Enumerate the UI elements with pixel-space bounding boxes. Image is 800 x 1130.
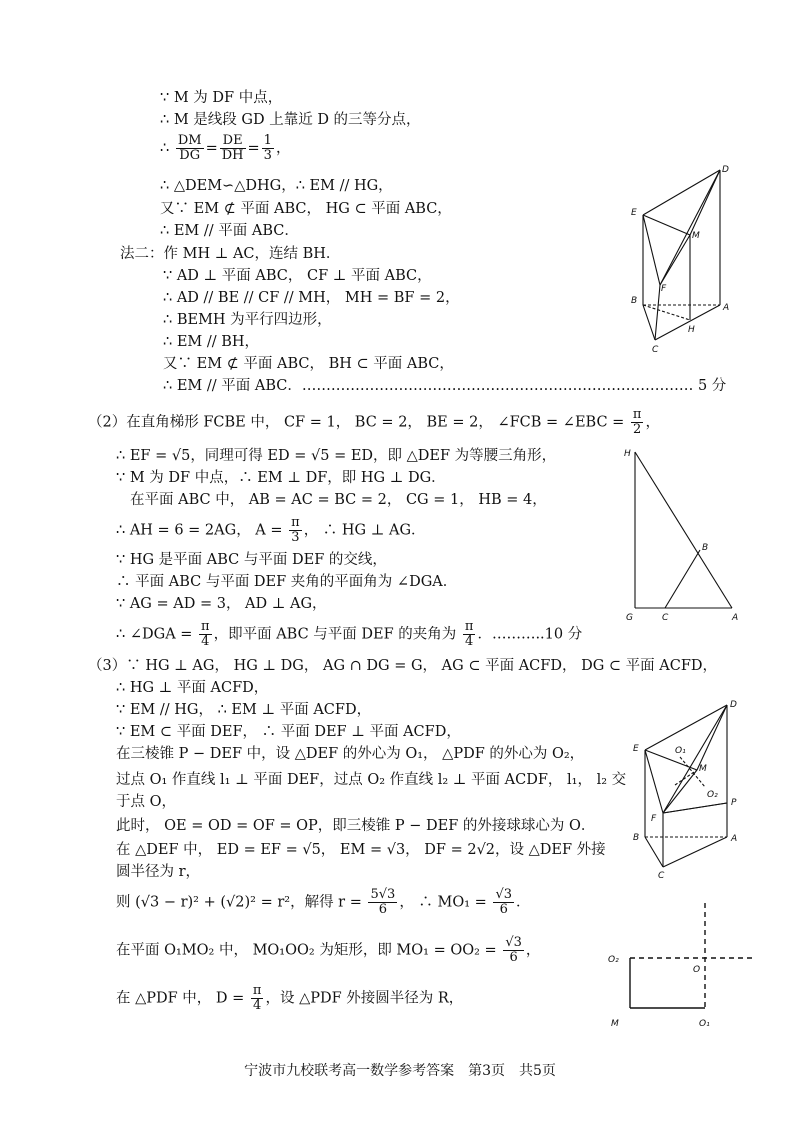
text-line: ∵ EM // HG， ∴ EM ⊥ 平面 ACFD，	[116, 702, 372, 718]
text-line: ∴ EM // BH，	[163, 334, 260, 350]
prism-figure-1	[625, 160, 745, 355]
label-h: H	[688, 325, 695, 335]
text-line: ∴ M 是线段 GD 上靠近 D 的三等分点，	[160, 112, 421, 128]
text-line: ∴ HG ⊥ 平面 ACFD，	[116, 680, 269, 696]
fraction-oo2: $\frac{√3}{6}$	[505, 935, 522, 965]
fraction-pi-over-4: $\frac{\pi}{4}$	[201, 619, 210, 649]
label-o1: O₁	[699, 1019, 710, 1029]
text-line: ∵ EM ⊂ 平面 DEF， ∴ 平面 DEF ⊥ 平面 ACFD，	[116, 724, 461, 740]
text-line: ∴ BEMH 为平行四边形，	[163, 312, 332, 328]
text-line: ∴ EF = √5，同理可得 ED = √5 = ED，即 △DEF 为等腰三角形，	[116, 448, 557, 464]
label-p: P	[731, 798, 737, 808]
text-line: ∵ M 为 DF 中点，	[160, 90, 283, 106]
label-b: B	[631, 296, 638, 306]
label-c: C	[658, 871, 665, 880]
part3-heading: （3）∵ HG ⊥ AG， HG ⊥ DG， AG ∩ DG = G， AG ⊂ 平面 ACFD， DG ⊂ 平面 ACFD，	[88, 658, 718, 674]
label-e: E	[633, 744, 639, 754]
label-a: A	[723, 303, 730, 313]
label-m: M	[611, 1019, 619, 1029]
text-line: 圆半径为 r，	[116, 864, 201, 880]
ratio-equation: ∴ $\frac{DM}{DG}$ = $\frac{DE}{DH}$ = $\frac{1}{3}$ ，	[160, 133, 291, 163]
text-line: 法二：作 MH ⊥ AC，连结 BH．	[120, 246, 341, 262]
page-footer: 宁波市九校联考高一数学参考答案 第3页 共5页	[244, 1063, 556, 1079]
label-o1: O₁	[675, 746, 686, 756]
text-line: ∴ EM // 平面 ABC．……………………………………………………………………… 5 分	[163, 378, 727, 394]
text-line: 于点 O，	[116, 794, 176, 810]
text-line: 又∵ EM ⊄ 平面 ABC， HG ⊂ 平面 ABC，	[160, 201, 452, 217]
text-line: ∴ 平面 ABC 与平面 DEF 夹角的平面角为 ∠DGA．	[116, 574, 458, 590]
label-c: C	[662, 613, 669, 623]
label-d: D	[730, 700, 737, 710]
triangle-figure-2	[620, 440, 750, 625]
label-m: M	[692, 231, 700, 241]
label-f: F	[661, 284, 667, 294]
part2-heading: （2）在直角梯形 FCBE 中， CF = 1， BC = 2， BE = 2， ∠FCB = ∠EBC = $\frac{\pi}{2}$ ，	[88, 407, 660, 437]
text-line: 又∵ EM ⊄ 平面 ABC， BH ⊂ 平面 ABC，	[163, 356, 454, 372]
fraction-pi-over-4: $\frac{\pi}{4}$	[464, 619, 474, 649]
fraction-mo1: $\frac{√3}{6}$	[495, 887, 513, 917]
fraction: $\frac{DM}{DG}$	[177, 133, 202, 163]
prism-figure-3	[625, 695, 750, 880]
fraction-r: $\frac{5√3}{6}$	[370, 887, 396, 917]
text-line: ∵ AD ⊥ 平面 ABC， CF ⊥ 平面 ABC，	[163, 268, 432, 284]
label-o: O	[693, 965, 701, 975]
label-e: E	[631, 208, 637, 218]
label-h: H	[624, 449, 631, 459]
text-line: ∴ △DEM∽△DHG，∴ EM // HG，	[160, 178, 393, 194]
fraction-pi-over-4: $\frac{\pi}{4}$	[252, 983, 262, 1013]
label-b: B	[702, 543, 709, 553]
label-o2: O₂	[608, 955, 619, 965]
label-a: A	[731, 834, 738, 844]
text-line: ∴ AH = 6 = 2AG， A = $\frac{\pi}{3}$ ， ∴ HG ⊥ AG．	[116, 515, 426, 545]
fraction-pi-over-2: $\frac{\pi}{2}$	[632, 407, 642, 437]
text-line: 在三棱锥 P − DEF 中，设 △DEF 的外心为 O₁， △PDF 的外心为 O₂，	[116, 746, 585, 762]
label-c: C	[652, 345, 659, 355]
fraction: $\frac{1}{3}$	[263, 133, 272, 163]
text-line: 在 △PDF 中， D = $\frac{\pi}{4}$ ，设 △PDF 外接圆半径为 R，	[116, 983, 464, 1013]
label-a: A	[732, 613, 739, 623]
text-line: 则 (√3 − r)² + (√2)² = r²，解得 r = $\frac{5√3}{6}$ ， ∴ MO₁ = $\frac{√3}{6}$ ．	[116, 887, 531, 917]
text-line: 此时， OE = OD = OF = OP，即三棱锥 P − DEF 的外接球球心为 O．	[116, 818, 596, 834]
text-line: 在平面 ABC 中， AB = AC = BC = 2， CG = 1， HB = 4，	[130, 492, 547, 508]
fraction: $\frac{DE}{DH}$	[221, 133, 244, 163]
label-f: F	[651, 814, 657, 824]
label-o2: O₂	[707, 790, 718, 800]
fraction-pi-over-3: $\frac{\pi}{3}$	[291, 515, 300, 545]
text-line: 在平面 O₁MO₂ 中， MO₁OO₂ 为矩形，即 MO₁ = OO₂ = $\frac{√3}{6}$ ，	[116, 935, 541, 965]
text-line: ∴ ∠DGA = $\frac{\pi}{4}$ ，即平面 ABC 与平面 DEF 的夹角为 $\frac{\pi}{4}$ ．………..10 分	[116, 619, 583, 649]
text-line: ∴ AD // BE // CF // MH， MH = BF = 2，	[163, 290, 460, 306]
text-line: ∵ M 为 DF 中点，∴ EM ⊥ DF，即 HG ⊥ DG．	[116, 470, 446, 486]
label-g: G	[626, 613, 633, 623]
therefore-symbol: ∴	[160, 140, 170, 157]
label-b: B	[633, 833, 640, 843]
text-line: ∵ HG 是平面 ABC 与平面 DEF 的交线，	[116, 552, 387, 568]
text-line: 在 △DEF 中， ED = EF = √5， EM = √3， DF = 2√2，设 △DEF 外接	[116, 842, 606, 858]
rectangle-figure-4	[605, 898, 760, 1033]
text-line: 过点 O₁ 作直线 l₁ ⊥ 平面 DEF，过点 O₂ 作直线 l₂ ⊥ 平面 ACDF， l₁， l₂ 交	[116, 772, 627, 788]
text-line: ∴ EM // 平面 ABC．	[160, 223, 299, 239]
label-d: D	[722, 165, 729, 175]
text-line: ∵ AG = AD = 3， AD ⊥ AG，	[116, 596, 327, 612]
label-m: M	[699, 764, 707, 774]
